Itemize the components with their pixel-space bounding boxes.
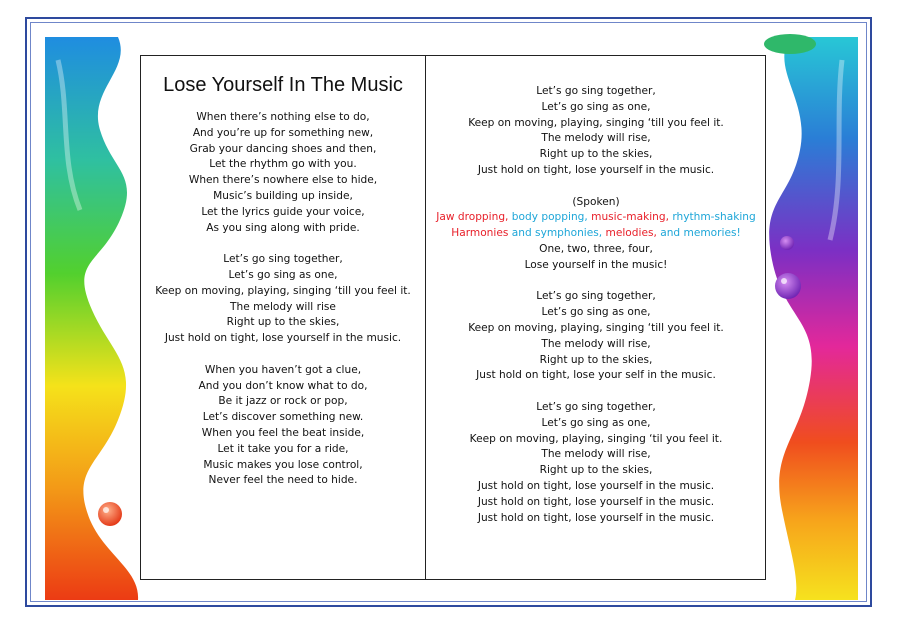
spoken-line-1	[428, 210, 764, 226]
stanza-gap	[428, 384, 764, 400]
lyric-line: Let’s go sing together,	[223, 253, 343, 266]
lyric-line: Keep on moving, playing, singing ‘till you feel it.	[468, 116, 724, 129]
lyric-line: Never feel the need to hide.	[208, 474, 358, 487]
lyric-line: When there’s nothing else to do,	[196, 111, 370, 123]
lyric-line: Right up to the skies,	[226, 316, 340, 329]
lyric-line: Let it take you for a ride,	[217, 442, 349, 455]
spoken-phrase: and symphonies,	[511, 227, 606, 240]
lyric-line: Let the lyrics guide your voice,	[201, 205, 365, 218]
lyric-line: Be it jazz or rock or pop,	[218, 395, 348, 408]
lyric-line: Let’s discover something new.	[202, 411, 364, 424]
lyric-line: Let’s go sing together,	[536, 290, 656, 303]
lyric-line: Let the rhythm go with you.	[209, 158, 357, 171]
lyric-line: The melody will rise	[230, 300, 336, 313]
lyric-line: When there’s nowhere else to hide,	[188, 174, 378, 187]
stanza-gap	[143, 347, 423, 363]
song-title: Lose Yourself In The Music	[163, 74, 403, 96]
lyric-line: When you haven’t got a clue,	[204, 363, 362, 376]
column-divider	[425, 55, 426, 580]
stanza-gap	[143, 236, 423, 252]
lyric-line: Keep on moving, playing, singing ‘til you feel it.	[469, 432, 723, 445]
chorus-1	[143, 252, 423, 347]
spoken-phrase: and memories!	[660, 227, 741, 240]
spoken-phrase: body popping,	[511, 211, 592, 224]
lyric-line: As you sing along with pride.	[206, 221, 360, 234]
spoken-phrase: rhythm-shaking	[672, 211, 756, 224]
chorus-3	[428, 289, 764, 384]
spoken-phrase: Jaw dropping,	[436, 211, 512, 224]
lyric-line: Let’s go sing as one,	[541, 306, 651, 319]
chorus-2	[428, 84, 764, 179]
lyric-line: Just hold on tight, lose your self in the music.	[476, 369, 716, 382]
right-column	[428, 84, 764, 526]
spoken-phrase: melodies,	[605, 227, 661, 240]
lyric-line: Grab your dancing shoes and then,	[189, 142, 377, 155]
lyric-line: Just hold on tight, lose yourself in the music.	[164, 332, 402, 345]
lyric-line: Keep on moving, playing, singing ‘till you feel it.	[468, 321, 724, 334]
left-column	[143, 110, 423, 489]
lyric-line: And you’re up for something new,	[192, 126, 374, 139]
spoken-phrase: Harmonies	[451, 227, 512, 240]
lyric-line: Just hold on tight, lose yourself in the music.	[477, 479, 715, 492]
lyric-line: Let’s go sing as one,	[541, 416, 651, 429]
lyric-line: Let’s go sing together,	[536, 400, 656, 413]
spoken-line-2	[428, 226, 764, 242]
spoken-label: (Spoken)	[572, 195, 620, 208]
lyric-line: Music’s building up inside,	[213, 189, 353, 202]
spoken-line-4: Lose yourself in the music!	[524, 258, 668, 271]
lyric-line: Let’s go sing as one,	[541, 100, 651, 113]
lyric-line: Music makes you lose control,	[203, 458, 363, 471]
lyric-line: The melody will rise,	[541, 448, 651, 461]
lyric-line: The melody will rise,	[541, 337, 651, 350]
stanza-gap	[428, 274, 764, 290]
lyric-line: Keep on moving, playing, singing ‘till you feel it.	[155, 284, 411, 297]
lyric-line: Right up to the skies,	[539, 353, 653, 366]
lyric-line: Let’s go sing as one,	[228, 268, 338, 281]
spoken-phrase: music-making,	[591, 211, 673, 224]
lyric-line: Just hold on tight, lose yourself in the music.	[477, 511, 715, 524]
lyric-line: When you feel the beat inside,	[201, 426, 365, 439]
verse-2	[143, 363, 423, 489]
stanza-gap	[428, 179, 764, 195]
spoken-section	[428, 195, 764, 274]
lyric-line: Right up to the skies,	[539, 148, 653, 161]
lyric-line: And you don’t know what to do,	[198, 379, 368, 392]
spoken-line-3: One, two, three, four,	[539, 242, 653, 255]
verse-1	[143, 110, 423, 236]
lyric-line: Just hold on tight, lose yourself in the music.	[477, 163, 715, 176]
lyric-line: The melody will rise,	[541, 132, 651, 145]
lyric-line: Right up to the skies,	[539, 464, 653, 477]
lyric-line: Just hold on tight, lose yourself in the music.	[477, 495, 715, 508]
lyric-line: Let’s go sing together,	[536, 85, 656, 97]
chorus-4	[428, 400, 764, 526]
